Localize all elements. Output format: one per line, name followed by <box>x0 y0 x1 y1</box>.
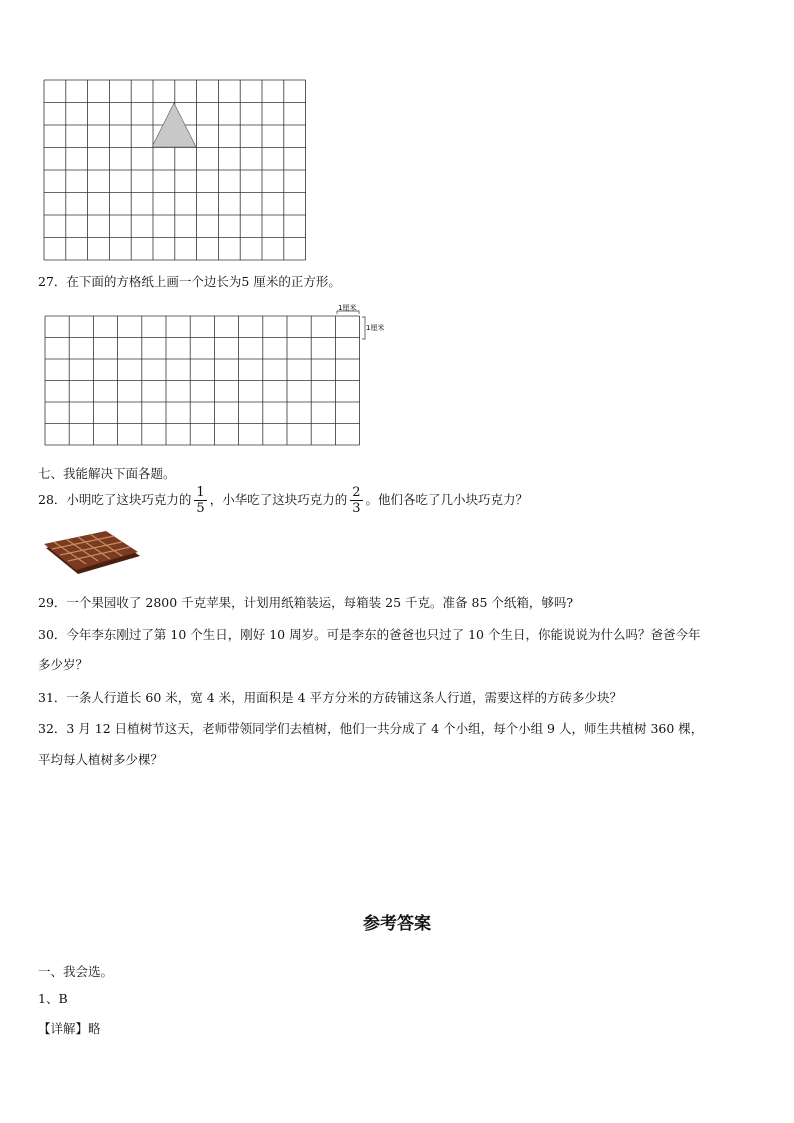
q28-text-1: 28．小明吃了这块巧克力的 <box>38 492 192 507</box>
question-32-line-1: 32．3 月 12 日植树节这天，老师带领同学们去植树，他们一共分成了 4 个小组，每个小组 9 人，师生共植树 360 棵， <box>38 721 704 736</box>
answer-detail: 【详解】略 <box>38 1021 101 1036</box>
frac1-denominator: 5 <box>196 501 205 516</box>
scale-label-horizontal: 1厘米 <box>338 304 357 312</box>
question-28 <box>38 485 528 516</box>
grid-with-triangle <box>43 79 307 261</box>
question-32-line-2: 平均每人植树多少棵？ <box>38 752 164 767</box>
scale-label-vertical: 1厘米 <box>366 324 385 332</box>
frac2-denominator: 3 <box>352 501 361 516</box>
frac1-numerator: 1 <box>196 485 205 500</box>
answers-section-1: 一、我会选。 <box>38 964 114 979</box>
section-7-title: 七、我能解决下面各题。 <box>38 466 176 481</box>
fraction-one-fifth <box>194 485 206 516</box>
fraction-two-thirds <box>350 485 362 516</box>
q28-text-2: ，小华吃了这块巧克力的 <box>209 492 348 507</box>
answers-title: 参考答案 <box>363 914 431 934</box>
chocolate-bar-image <box>40 530 145 580</box>
question-30-line-2: 多少岁？ <box>38 657 89 672</box>
answer-item-1: 1、B <box>38 991 68 1006</box>
question-27: 27．在下面的方格纸上画一个边长为5 厘米的正方形。 <box>38 274 341 289</box>
grid-paper <box>44 304 394 449</box>
q28-text-3: 。他们各吃了几小块巧克力？ <box>365 492 529 507</box>
frac2-numerator: 2 <box>352 485 361 500</box>
question-29: 29．一个果园收了 2800 千克苹果，计划用纸箱装运，每箱装 25 千克。准备 85 个纸箱，够吗? <box>38 595 574 610</box>
question-31: 31．一条人行道长 60 米，宽 4 米，用面积是 4 平方分米的方砖铺这条人行道，需要这样的方砖多少块？ <box>38 690 623 705</box>
question-30-line-1: 30．今年李东刚过了第 10 个生日，刚好 10 周岁。可是李东的爸爸也只过了 10 个生日，你能说说为什么吗？爸爸今年 <box>38 627 701 642</box>
